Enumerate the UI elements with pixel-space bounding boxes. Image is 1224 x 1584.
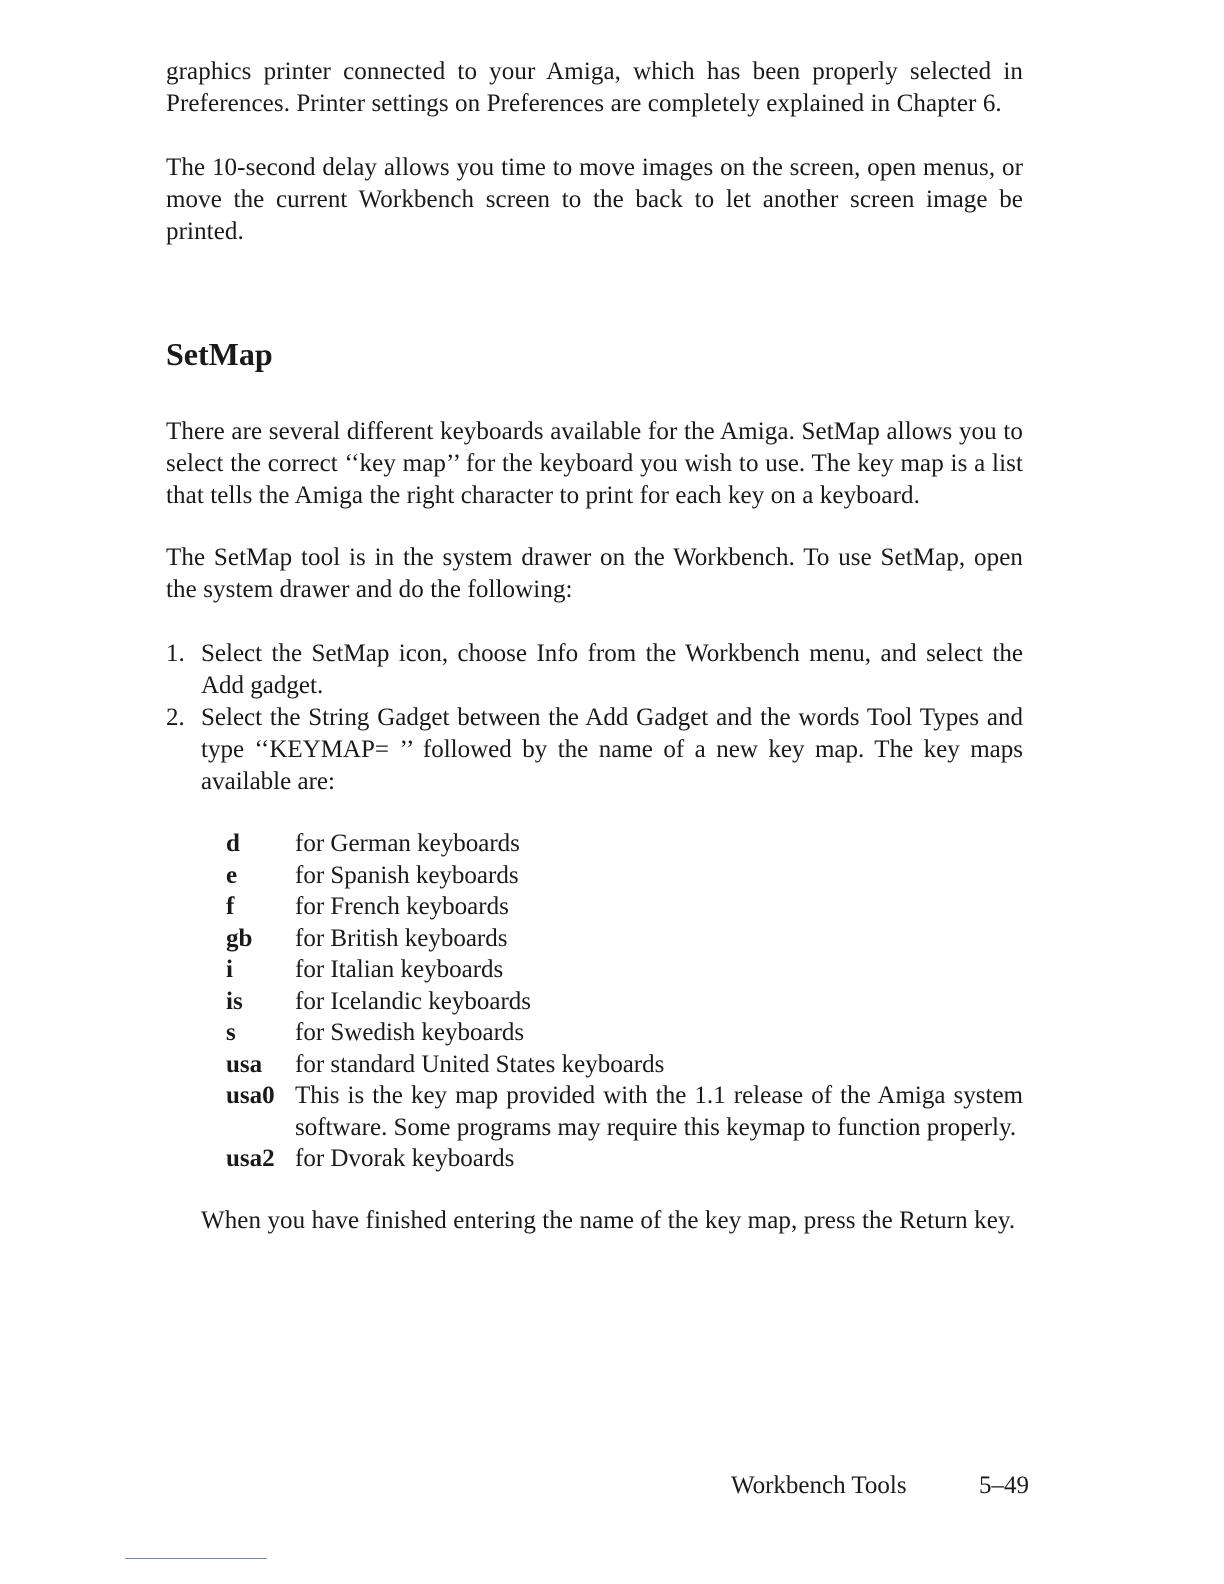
- intro-paragraph-1: graphics printer connected to your Amiga, which has been properly selected in Preferences. Printer settings on Preferences are completely explained in Chapter 6.: [166, 58, 1023, 117]
- keymap-code: s: [226, 1019, 236, 1046]
- step-text: Select the String Gadget between the Add Gadget and the words Tool Types and type ‘‘KEYMAP= ’’ followed by the name of a new key map. The key maps available are:: [201, 704, 1023, 795]
- keymap-code: usa2: [226, 1145, 275, 1172]
- section-paragraph-2: The SetMap tool is in the system drawer on the Workbench. To use SetMap, open the system drawer and do the following:: [166, 544, 1023, 603]
- step-item-1: [166, 638, 1023, 702]
- keymap-description: for Spanish keyboards: [295, 861, 519, 889]
- keymap-row: [226, 1143, 1023, 1175]
- keymap-description: for French keyboards: [295, 893, 509, 920]
- keymap-description: for Italian keyboards: [295, 956, 504, 983]
- keymap-row: [226, 1049, 1023, 1081]
- keymap-row: [226, 828, 1023, 860]
- keymap-row: [226, 986, 1023, 1018]
- keymap-code: usa0: [226, 1082, 275, 1109]
- steps-list: [166, 638, 1023, 798]
- keymap-row: [226, 954, 1023, 986]
- keymap-row: [226, 923, 1023, 955]
- keymap-table: [226, 828, 1023, 1175]
- keymap-row: [226, 1017, 1023, 1049]
- keymap-row: [226, 891, 1023, 923]
- keymap-code: d: [226, 830, 240, 857]
- section-paragraph-1: There are several different keyboards available for the Amiga. SetMap allows you to select the correct ‘‘key map’’ for the keyboard you wish to use. The key map is a list that tells the Amiga the right character to print for each key on a keyboard.: [166, 418, 1023, 509]
- keymap-code: f: [226, 893, 235, 920]
- footer-divider: [125, 1558, 267, 1559]
- keymap-description: for German keyboards: [295, 830, 520, 857]
- keymap-row: [226, 860, 1023, 892]
- intro-paragraph-2: The 10-second delay allows you time to move images on the screen, open menus, or move the current Workbench screen to the back to let another screen image be printed.: [166, 154, 1023, 245]
- keymap-description: for Icelandic keyboards: [295, 987, 531, 1015]
- keymap-description: for Dvorak keyboards: [295, 1145, 515, 1172]
- keymap-row: [226, 1080, 1023, 1143]
- page-footer: [731, 1470, 1029, 1502]
- step-text: Select the SetMap icon, choose Info from the Workbench menu, and select the Add gadget.: [201, 640, 1023, 699]
- closing-paragraph: When you have finished entering the name of the key map, press the Return key.: [201, 1206, 1016, 1234]
- keymap-description: for standard United States keyboards: [295, 1050, 665, 1078]
- step-number: 1.: [166, 640, 185, 667]
- step-item-2: [166, 702, 1023, 798]
- keymap-code: usa: [226, 1050, 263, 1078]
- keymap-code: e: [226, 861, 238, 889]
- keymap-code: is: [226, 987, 243, 1015]
- section-title: SetMap: [166, 336, 273, 372]
- footer-page-number: 5–49: [979, 1472, 1029, 1499]
- keymap-description: for British keyboards: [295, 924, 508, 952]
- document-page: [166, 56, 1023, 1237]
- keymap-description: for Swedish keyboards: [295, 1019, 525, 1046]
- step-number: 2.: [166, 704, 185, 731]
- keymap-code: i: [226, 956, 233, 983]
- keymap-description: This is the key map provided with the 1.1 release of the Amiga system software. Some programs may require this keymap to function properly.: [295, 1082, 1023, 1141]
- keymap-code: gb: [226, 924, 253, 952]
- footer-chapter-title: Workbench Tools: [731, 1472, 907, 1499]
